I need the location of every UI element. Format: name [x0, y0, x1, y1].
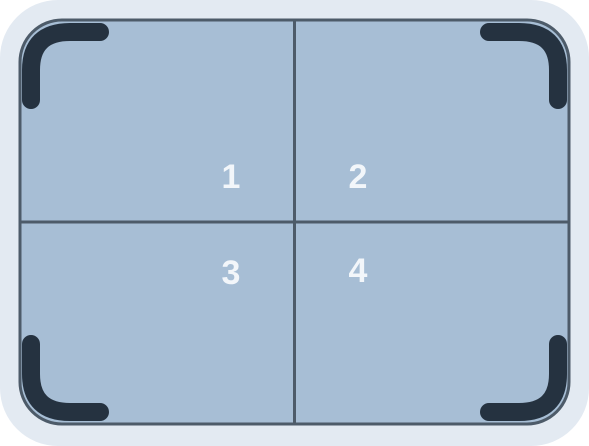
quadrant-4[interactable] — [295, 223, 567, 422]
quadrant-1-label: 1 — [221, 158, 241, 196]
quadrant-1[interactable] — [22, 22, 294, 221]
quadrant-2-label: 2 — [348, 158, 368, 196]
quadrant-2[interactable] — [295, 22, 567, 221]
quadrant-3[interactable] — [22, 223, 294, 422]
quadrant-4-label: 4 — [348, 252, 368, 290]
quadrant-3-label: 3 — [221, 254, 241, 292]
